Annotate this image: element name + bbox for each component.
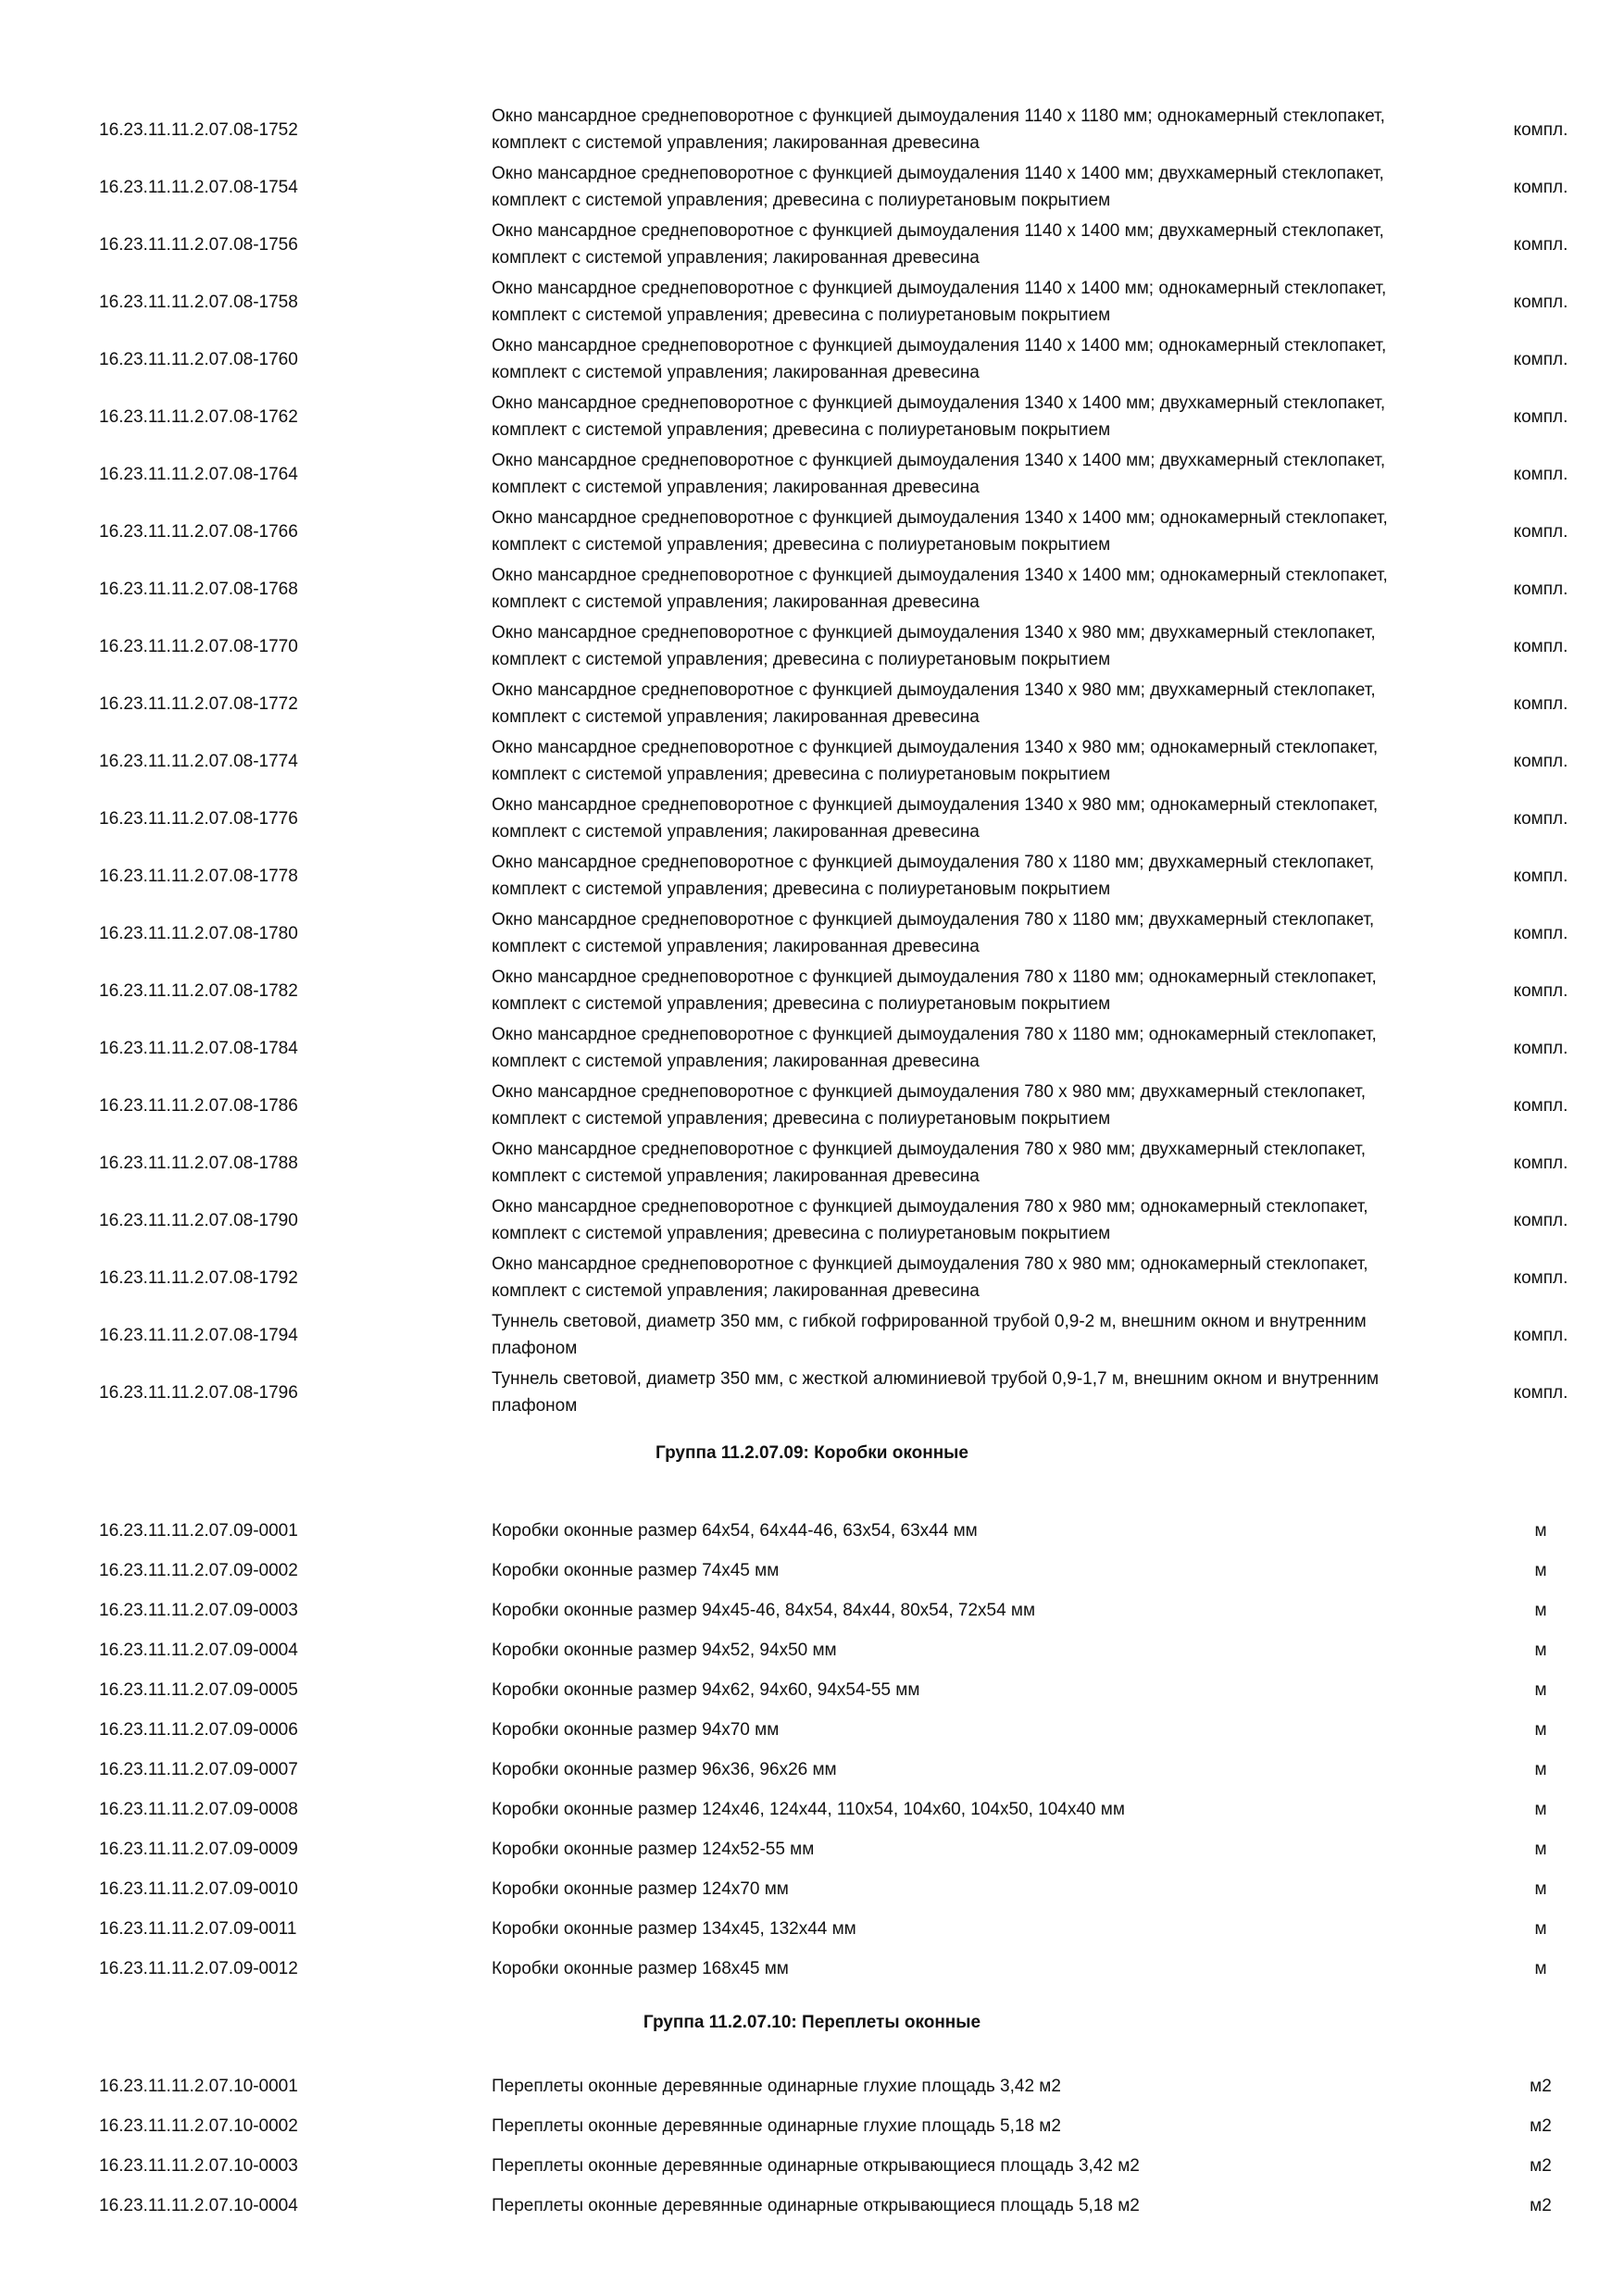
- resource-description: Окно мансардное среднеповоротное с функцией дымоудаления 1340 x 980 мм; двухкамерный стеклопакет, комплект с системой управления; древесина с полиуретановым покрытием: [492, 623, 1376, 669]
- unit-of-measure: м: [1534, 1879, 1547, 1899]
- resource-description: Окно мансардное среднеповоротное с функцией дымоудаления 1340 x 980 мм; однокамерный стеклопакет, комплект с системой управления; древесина с полиуретановым покрытием: [492, 738, 1379, 784]
- resource-description: Коробки оконные размер 124x52-55 мм: [492, 1840, 815, 1859]
- table-row: [0, 446, 1624, 504]
- resource-description: Переплеты оконные деревянные одинарные открывающиеся площадь 5,18 м2: [492, 2196, 1140, 2215]
- resource-description: Окно мансардное среднеповоротное с функцией дымоудаления 1140 x 1400 мм; однокамерный стеклопакет, комплект с системой управления; древесина с полиуретановым покрытием: [492, 279, 1387, 325]
- table-row: [0, 1869, 1624, 1909]
- table-row: [0, 1591, 1624, 1630]
- table-row: [0, 1020, 1624, 1078]
- unit-of-measure: м2: [1530, 2116, 1552, 2136]
- table-row: [0, 2146, 1624, 2186]
- group-title: Группа 11.2.07.10: Переплеты оконные: [643, 2013, 981, 2032]
- unit-of-measure: компл.: [1513, 1268, 1568, 1288]
- resource-code: 16.23.11.11.2.07.09-0002: [99, 1561, 298, 1580]
- table-row: [0, 274, 1624, 331]
- table-row: [0, 1949, 1624, 1989]
- resource-code: 16.23.11.11.2.07.08-1760: [99, 350, 298, 369]
- resource-description: Окно мансардное среднеповоротное с функцией дымоудаления 1340 x 1400 мм; двухкамерный стеклопакет, комплект с системой управления; лакированная древесина: [492, 451, 1386, 497]
- table-row: [0, 733, 1624, 791]
- resource-description: Коробки оконные размер 94x45-46, 84x54, 84x44, 80x54, 72x54 мм: [492, 1601, 1036, 1620]
- table-row: [0, 1511, 1624, 1551]
- resource-description: Окно мансардное среднеповоротное с функцией дымоудаления 1340 x 1400 мм; двухкамерный стеклопакет, комплект с системой управления; древесина с полиуретановым покрытием: [492, 393, 1386, 440]
- resource-code: 16.23.11.11.2.07.10-0002: [99, 2116, 298, 2136]
- table-row: [0, 102, 1624, 159]
- resource-code: 16.23.11.11.2.07.09-0006: [99, 1720, 298, 1740]
- resource-description: Окно мансардное среднеповоротное с функцией дымоудаления 780 x 980 мм; однокамерный стеклопакет, комплект с системой управления; лакированная древесина: [492, 1254, 1368, 1301]
- resource-code: 16.23.11.11.2.07.09-0011: [99, 1919, 297, 1939]
- unit-of-measure: м: [1534, 1840, 1547, 1859]
- resource-code: 16.23.11.11.2.07.10-0004: [99, 2196, 298, 2215]
- resource-description: Коробки оконные размер 94x70 мм: [492, 1720, 780, 1740]
- table-row: [0, 504, 1624, 561]
- resource-description: Коробки оконные размер 74x45 мм: [492, 1561, 780, 1580]
- resource-description: Окно мансардное среднеповоротное с функцией дымоудаления 1340 x 1400 мм; однокамерный стеклопакет, комплект с системой управления; древесина с полиуретановым покрытием: [492, 508, 1388, 555]
- resource-code: 16.23.11.11.2.07.08-1774: [99, 752, 298, 771]
- resource-description: Окно мансардное среднеповоротное с функцией дымоудаления 1140 x 1400 мм; двухкамерный стеклопакет, комплект с системой управления; лакированная древесина: [492, 221, 1384, 268]
- unit-of-measure: м: [1534, 1641, 1547, 1660]
- table-row: [0, 1135, 1624, 1192]
- resource-code: 16.23.11.11.2.07.08-1788: [99, 1154, 298, 1173]
- resource-description: Коробки оконные размер 124x46, 124x44, 110x54, 104x60, 104x50, 104x40 мм: [492, 1800, 1125, 1819]
- unit-of-measure: компл.: [1513, 1154, 1568, 1173]
- resource-code: 16.23.11.11.2.07.08-1776: [99, 809, 298, 829]
- table-row: [0, 1307, 1624, 1365]
- resource-code: 16.23.11.11.2.07.08-1766: [99, 522, 298, 542]
- unit-of-measure: компл.: [1513, 522, 1568, 542]
- unit-of-measure: компл.: [1513, 407, 1568, 427]
- resource-code: 16.23.11.11.2.07.09-0010: [99, 1879, 298, 1899]
- resource-code: 16.23.11.11.2.07.08-1762: [99, 407, 298, 427]
- resource-code: 16.23.11.11.2.07.08-1790: [99, 1211, 298, 1230]
- resource-description: Окно мансардное среднеповоротное с функцией дымоудаления 780 x 1180 мм; двухкамерный стеклопакет, комплект с системой управления; древесина с полиуретановым покрытием: [492, 853, 1375, 899]
- resource-description: Окно мансардное среднеповоротное с функцией дымоудаления 780 x 1180 мм; двухкамерный стеклопакет, комплект с системой управления; лакированная древесина: [492, 910, 1375, 956]
- resource-description: Окно мансардное среднеповоротное с функцией дымоудаления 780 x 980 мм; однокамерный стеклопакет, комплект с системой управления; древесина с полиуретановым покрытием: [492, 1197, 1368, 1243]
- resource-code: 16.23.11.11.2.07.08-1752: [99, 120, 298, 140]
- resource-code: 16.23.11.11.2.07.08-1780: [99, 924, 298, 943]
- resource-description: Окно мансардное среднеповоротное с функцией дымоудаления 780 x 980 мм; двухкамерный стеклопакет, комплект с системой управления; древесина с полиуретановым покрытием: [492, 1082, 1367, 1129]
- resource-code: 16.23.11.11.2.07.08-1794: [99, 1326, 298, 1345]
- table-row: [0, 1192, 1624, 1250]
- group-header: [0, 1989, 1624, 2066]
- unit-of-measure: компл.: [1513, 1096, 1568, 1116]
- resource-code: 16.23.11.11.2.07.08-1772: [99, 694, 298, 714]
- resource-code: 16.23.11.11.2.07.08-1778: [99, 867, 298, 886]
- resource-description: Окно мансардное среднеповоротное с функцией дымоудаления 1340 x 1400 мм; однокамерный стеклопакет, комплект с системой управления; лакированная древесина: [492, 566, 1388, 612]
- unit-of-measure: м: [1534, 1959, 1547, 1978]
- table-row: [0, 217, 1624, 274]
- resource-code: 16.23.11.11.2.07.08-1782: [99, 981, 298, 1001]
- table-row: [0, 561, 1624, 618]
- resource-description: Окно мансардное среднеповоротное с функцией дымоудаления 780 x 980 мм; двухкамерный стеклопакет, комплект с системой управления; лакированная древесина: [492, 1140, 1367, 1186]
- resource-description: Коробки оконные размер 64x54, 64x44-46, 63x54, 63x44 мм: [492, 1521, 978, 1541]
- resource-description: Переплеты оконные деревянные одинарные открывающиеся площадь 3,42 м2: [492, 2156, 1140, 2176]
- resource-description: Переплеты оконные деревянные одинарные глухие площадь 3,42 м2: [492, 2077, 1061, 2096]
- unit-of-measure: компл.: [1513, 178, 1568, 197]
- resource-description: Окно мансардное среднеповоротное с функцией дымоудаления 1340 x 980 мм; однокамерный стеклопакет, комплект с системой управления; лакированная древесина: [492, 795, 1379, 842]
- unit-of-measure: м: [1534, 1680, 1547, 1700]
- resource-description: Коробки оконные размер 124x70 мм: [492, 1879, 789, 1899]
- unit-of-measure: м2: [1530, 2196, 1552, 2215]
- unit-of-measure: м: [1534, 1601, 1547, 1620]
- unit-of-measure: компл.: [1513, 924, 1568, 943]
- resource-code: 16.23.11.11.2.07.09-0007: [99, 1760, 298, 1779]
- unit-of-measure: м2: [1530, 2077, 1552, 2096]
- resource-code: 16.23.11.11.2.07.08-1768: [99, 580, 298, 599]
- resource-code: 16.23.11.11.2.07.08-1756: [99, 235, 298, 255]
- resource-code: 16.23.11.11.2.07.09-0012: [99, 1959, 298, 1978]
- table-row: [0, 963, 1624, 1020]
- resource-description: Окно мансардное среднеповоротное с функцией дымоудаления 1140 x 1180 мм; однокамерный стеклопакет, комплект с системой управления; лакированная древесина: [492, 106, 1385, 153]
- table-row: [0, 159, 1624, 217]
- document-page: [0, 102, 1624, 2226]
- resource-description: Коробки оконные размер 168x45 мм: [492, 1959, 789, 1978]
- unit-of-measure: компл.: [1513, 752, 1568, 771]
- unit-of-measure: м: [1534, 1521, 1547, 1541]
- table-row: [0, 1551, 1624, 1591]
- unit-of-measure: компл.: [1513, 637, 1568, 656]
- resource-code: 16.23.11.11.2.07.09-0003: [99, 1601, 298, 1620]
- unit-of-measure: компл.: [1513, 580, 1568, 599]
- unit-of-measure: м2: [1530, 2156, 1552, 2176]
- unit-of-measure: компл.: [1513, 1383, 1568, 1403]
- resource-code: 16.23.11.11.2.07.08-1758: [99, 293, 298, 312]
- table-row: [0, 1750, 1624, 1790]
- resource-code: 16.23.11.11.2.07.08-1792: [99, 1268, 298, 1288]
- table-row: [0, 1630, 1624, 1670]
- unit-of-measure: компл.: [1513, 809, 1568, 829]
- resource-description: Туннель световой, диаметр 350 мм, с жесткой алюминиевой трубой 0,9-1,7 м, внешним окном и внутренним плафоном: [492, 1369, 1380, 1416]
- unit-of-measure: м: [1534, 1561, 1547, 1580]
- table-row: [0, 1670, 1624, 1710]
- table-row: [0, 1790, 1624, 1829]
- resource-code: 16.23.11.11.2.07.08-1784: [99, 1039, 298, 1058]
- table-row: [0, 905, 1624, 963]
- unit-of-measure: м: [1534, 1800, 1547, 1819]
- group-header: [0, 1422, 1624, 1511]
- table-row: [0, 1365, 1624, 1422]
- group-title: Группа 11.2.07.09: Коробки оконные: [656, 1443, 968, 1463]
- resource-description: Окно мансардное среднеповоротное с функцией дымоудаления 1340 x 980 мм; двухкамерный стеклопакет, комплект с системой управления; лакированная древесина: [492, 680, 1376, 727]
- unit-of-measure: м: [1534, 1720, 1547, 1740]
- resource-code: 16.23.11.11.2.07.08-1764: [99, 465, 298, 484]
- unit-of-measure: компл.: [1513, 293, 1568, 312]
- unit-of-measure: компл.: [1513, 120, 1568, 140]
- resource-description: Окно мансардное среднеповоротное с функцией дымоудаления 1140 x 1400 мм; двухкамерный стеклопакет, комплект с системой управления; древесина с полиуретановым покрытием: [492, 164, 1384, 210]
- resource-description: Коробки оконные размер 94x62, 94x60, 94x54-55 мм: [492, 1680, 920, 1700]
- table-row: [0, 1909, 1624, 1949]
- resource-code: 16.23.11.11.2.07.10-0001: [99, 2077, 298, 2096]
- resource-description: Окно мансардное среднеповоротное с функцией дымоудаления 780 x 1180 мм; однокамерный стеклопакет, комплект с системой управления; лакированная древесина: [492, 1025, 1377, 1071]
- unit-of-measure: компл.: [1513, 465, 1568, 484]
- resource-code: 16.23.11.11.2.07.09-0005: [99, 1680, 298, 1700]
- unit-of-measure: м: [1534, 1760, 1547, 1779]
- unit-of-measure: м: [1534, 1919, 1547, 1939]
- unit-of-measure: компл.: [1513, 867, 1568, 886]
- table-row: [0, 618, 1624, 676]
- unit-of-measure: компл.: [1513, 1326, 1568, 1345]
- table-row: [0, 1250, 1624, 1307]
- resource-code: 16.23.11.11.2.07.08-1770: [99, 637, 298, 656]
- resource-description: Коробки оконные размер 134x45, 132x44 мм: [492, 1919, 856, 1939]
- resource-code: 16.23.11.11.2.07.08-1796: [99, 1383, 298, 1403]
- unit-of-measure: компл.: [1513, 694, 1568, 714]
- resource-code: 16.23.11.11.2.07.09-0008: [99, 1800, 298, 1819]
- unit-of-measure: компл.: [1513, 350, 1568, 369]
- resource-code: 16.23.11.11.2.07.09-0001: [99, 1521, 298, 1541]
- resource-description: Коробки оконные размер 96x36, 96x26 мм: [492, 1760, 837, 1779]
- table-row: [0, 2106, 1624, 2146]
- resource-code: 16.23.11.11.2.07.08-1754: [99, 178, 298, 197]
- table-row: [0, 2186, 1624, 2226]
- table-row: [0, 676, 1624, 733]
- table-row: [0, 1078, 1624, 1135]
- table-row: [0, 389, 1624, 446]
- table-row: [0, 2066, 1624, 2106]
- resource-code: 16.23.11.11.2.07.09-0004: [99, 1641, 298, 1660]
- table-row: [0, 331, 1624, 389]
- resource-description: Переплеты оконные деревянные одинарные глухие площадь 5,18 м2: [492, 2116, 1061, 2136]
- unit-of-measure: компл.: [1513, 981, 1568, 1001]
- unit-of-measure: компл.: [1513, 1211, 1568, 1230]
- resource-code: 16.23.11.11.2.07.08-1786: [99, 1096, 298, 1116]
- unit-of-measure: компл.: [1513, 235, 1568, 255]
- unit-of-measure: компл.: [1513, 1039, 1568, 1058]
- table-row: [0, 791, 1624, 848]
- resource-description: Окно мансардное среднеповоротное с функцией дымоудаления 780 x 1180 мм; однокамерный стеклопакет, комплект с системой управления; древесина с полиуретановым покрытием: [492, 967, 1377, 1014]
- resource-description: Коробки оконные размер 94x52, 94x50 мм: [492, 1641, 837, 1660]
- resource-code: 16.23.11.11.2.07.09-0009: [99, 1840, 298, 1859]
- resource-description: Окно мансардное среднеповоротное с функцией дымоудаления 1140 x 1400 мм; однокамерный стеклопакет, комплект с системой управления; лакированная древесина: [492, 336, 1387, 382]
- table-row: [0, 1829, 1624, 1869]
- resource-description: Туннель световой, диаметр 350 мм, с гибкой гофрированной трубой 0,9-2 м, внешним окном и внутренним плафоном: [492, 1312, 1367, 1358]
- table-row: [0, 848, 1624, 905]
- table-row: [0, 1710, 1624, 1750]
- resource-code: 16.23.11.11.2.07.10-0003: [99, 2156, 298, 2176]
